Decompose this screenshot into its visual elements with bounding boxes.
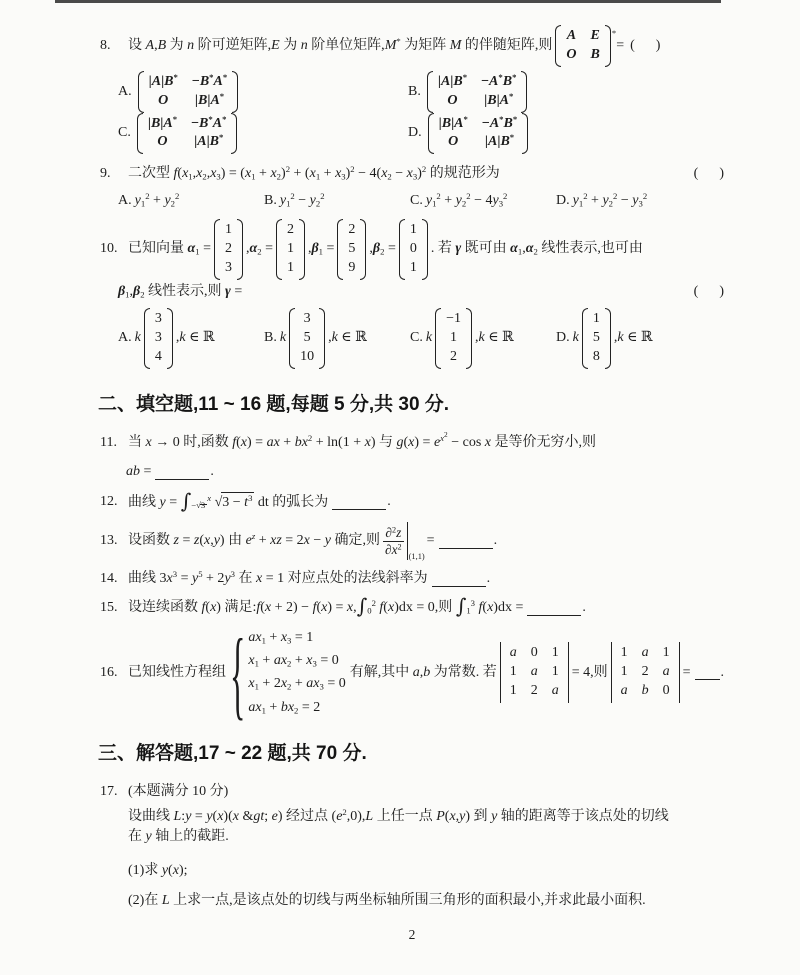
option-d-matrix: |B|A* −A*B* O |A|B* [428, 113, 529, 155]
option-a [118, 308, 264, 369]
question-17-body-line1: 设曲线 L:y = y(x)(x &gt; e) 经过点 $(e^2,0),L$ 上任一点 P(x,y) 到 y 轴的距离等于该点处的切线 [128, 806, 669, 824]
fraction-numerator: ∂$^2$z [385, 525, 402, 541]
question-10-lead: 已知向量 $\alpha_1$ = [128, 241, 211, 257]
option-c-label: C. [410, 192, 423, 208]
option-b-coeff: k [279, 330, 287, 346]
option-b [264, 191, 410, 211]
answer-blank [439, 534, 493, 549]
question-16-mid2: = 4,则 [571, 664, 608, 680]
answer-blank [432, 572, 486, 587]
question-11-answer-lhs: ab = [126, 464, 152, 480]
question-17-body-line2: 在 y 轴上的截距. [128, 828, 229, 844]
option-a-label: A. [118, 192, 132, 208]
option-a-text: ,k ∈ ℝ [175, 330, 215, 346]
question-14-stem: 曲线 $3x^3 = y^5 + 2y^3$ 在 x = 1 对应点处的法线斜率为 [128, 569, 428, 587]
option-a-text: $y_1^2 + y_2^2$ [134, 190, 180, 209]
question-10-line2: $\beta_1,\beta_2$ 线性表示,则 γ = [118, 283, 243, 300]
option-b-label: B. [408, 83, 421, 99]
option-b-matrix: |A|B* −A*B* O |B|A* [427, 71, 528, 113]
question-13-stem: 设函数 z = z(x,y) 由 $e^z$ + xz = 2x − y 确定,则 [128, 531, 381, 548]
option-b [264, 308, 410, 369]
question-10-number: 10. [100, 241, 118, 257]
section-3-heading: 三、解答题,17 ~ 22 题,共 70 分. [98, 742, 367, 764]
period: . [210, 464, 214, 480]
question-11-number: 11. [100, 435, 117, 451]
period: . [493, 532, 498, 548]
answer-parentheses: ( ) [630, 37, 661, 53]
question-15 [100, 594, 724, 619]
vector-alpha2: 2 1 1 [276, 219, 305, 280]
fill-in-section [100, 430, 724, 729]
question-11 [100, 430, 724, 483]
fraction-denominator: $\partial x^2$ [385, 541, 402, 557]
determinant-1: a 0 1 1 a 1 1 2 a [500, 642, 569, 703]
question-14 [100, 569, 724, 589]
option-b-text: ,k ∈ ℝ [328, 330, 367, 346]
answer-blank [155, 465, 209, 480]
answer-parentheses: ( ) [693, 166, 724, 182]
question-16 [100, 616, 724, 729]
question-10-text: $,\alpha_2$ = [246, 241, 273, 257]
option-c-label: C. [410, 330, 423, 346]
option-d-label: D. [556, 192, 570, 208]
option-d-text: $y_1^2 + y_2^2 - y_3^2$ [572, 190, 648, 209]
question-17-part-2: (2)在 L 上求一点,是该点处的切线与两坐标轴所围三角形的面积最小,并求此最小面积. [128, 892, 646, 908]
block-matrix-group [552, 25, 616, 67]
question-13-number: 13. [100, 532, 118, 548]
option-a-coeff: k [134, 330, 141, 346]
option-d [556, 308, 724, 369]
equation-1: $ax_1 + x_3 = 1$ [248, 629, 314, 646]
vector-beta1: 2 5 9 [337, 219, 366, 280]
option-b-label: B. [264, 330, 277, 346]
question-16-number: 16. [100, 664, 118, 680]
question-10-text: $,\beta_2$ = [369, 241, 396, 257]
equals-sign: = [426, 532, 435, 548]
partial-derivative-fraction [383, 525, 404, 557]
option-a [118, 71, 408, 113]
option-d-vector: 1 5 8 [582, 308, 611, 369]
question-14-number: 14. [100, 571, 118, 587]
answer-parentheses: ( ) [693, 283, 724, 299]
evaluation-point: (1,1) [408, 551, 425, 561]
option-c [410, 308, 556, 369]
question-10-tail: . 若 γ 既可由 $\alpha_1,\alpha_2$ 线性表示,也可由 [430, 241, 643, 257]
answer-blank [332, 495, 386, 510]
option-d-text: ,k ∈ ℝ [613, 330, 653, 346]
vector-alpha1: 1 2 3 [214, 219, 243, 280]
option-d [408, 113, 724, 155]
option-c-label: C. [118, 125, 131, 141]
option-c-matrix: |B|A* −B*A* O |A|B* [137, 113, 238, 155]
section-2-heading: 二、填空题,11 ~ 16 题,每题 5 分,共 30 分. [98, 393, 450, 415]
option-c-coeff: k [425, 330, 433, 346]
answer-blank [527, 601, 581, 616]
question-9-options [118, 191, 724, 211]
option-c-text: ,k ∈ ℝ [474, 330, 514, 346]
question-16-mid: 有解,其中 a,b 为常数. 若 [349, 664, 497, 680]
question-17-number: 17. [100, 784, 118, 800]
option-d-label: D. [556, 330, 570, 346]
answer-blank [695, 665, 720, 680]
question-13 [100, 522, 724, 560]
option-c [118, 113, 408, 155]
question-17-points: (本题满分 10 分) [128, 784, 229, 800]
question-8-options [118, 71, 724, 155]
question-8-number: 8. [100, 37, 111, 53]
question-9 [100, 164, 724, 211]
period: . [486, 571, 491, 587]
equation-system [230, 616, 346, 729]
option-d [556, 191, 724, 211]
option-b-text: $y_1^2 - y_2^2$ [279, 190, 325, 209]
option-a-matrix: |A|B* −B*A* O |B|A* [138, 71, 239, 113]
question-17 [100, 782, 724, 910]
equals-sign: = [616, 37, 625, 53]
question-9-stem: 二次型 $f(x_1,x_2,x_3) = (x_1 + x_2)^2 + (x_1 + x_3)^2 - 4(x_2 - x_3)^2$ 的规范形为 [128, 164, 500, 182]
question-8-stem: 设 A,B 为 n 阶可逆矩阵,E 为 n 阶单位矩阵,M* 为矩阵 M 的伴随矩阵,则 [128, 35, 553, 53]
system-brace: { [230, 616, 246, 729]
question-12-number: 12. [100, 494, 118, 510]
option-a-vector: 3 3 4 [144, 308, 173, 369]
vector-beta2: 1 0 1 [399, 219, 428, 280]
question-11-stem: 当 x → 0 时,函数 f(x) = ax + $bx^2 + \ln(1 + x)$ 与 $g(x) = e^{x^2} - \cos x$ 是等价无穷小,则 [128, 430, 596, 451]
period: . [582, 600, 586, 616]
period: . [387, 494, 391, 510]
adjugate-star: * [611, 28, 617, 38]
option-d-label: D. [408, 125, 422, 141]
question-10-options [118, 308, 724, 369]
question-12 [100, 488, 724, 513]
option-a [118, 191, 264, 211]
option-c-text: $y_1^2 + y_2^2 - 4y_3^2$ [425, 190, 508, 209]
block-matrix: A E O B [555, 25, 610, 67]
option-c [410, 191, 556, 211]
question-8 [100, 25, 724, 154]
option-a-label: A. [118, 83, 132, 99]
equation-3: $x_1 + 2x_2 + ax_3 = 0$ [248, 676, 346, 692]
question-10-text: $,\beta_1$ = [308, 241, 335, 257]
option-b-vector: 3 5 10 [289, 308, 325, 369]
equation-4: $ax_1 + bx_2 = 2$ [248, 699, 321, 715]
period: . [720, 664, 724, 680]
question-15-stem: 设连续函数 f(x) 满足:f(x + $2) - f(x) = x,\int_0^2$ f(x)dx = 0,则 $\int_1^3$ f(x)dx = [128, 594, 524, 619]
question-15-number: 15. [100, 600, 118, 616]
question-9-number: 9. [100, 166, 111, 182]
option-a-label: A. [118, 330, 132, 346]
option-b-label: B. [264, 192, 277, 208]
question-16-lead: 已知线性方程组 [128, 664, 226, 680]
equals-sign: = [682, 664, 691, 680]
evaluation-bar [407, 522, 425, 560]
page-number: 2 [408, 926, 416, 942]
determinant-2: 1 a 1 1 2 a a b 0 [611, 642, 680, 703]
question-12-stem: 曲线 $y = \int_{- √ 3}$ $^x$ √ $3 - t^3$ dt 的弧长为 [128, 488, 329, 513]
question-17-part-1: (1)求 y(x); [128, 863, 188, 879]
option-c-vector: −1 1 2 [435, 308, 472, 369]
equation-2: $x_1 + ax_2 + x_3 = 0$ [248, 652, 339, 669]
question-10 [100, 219, 724, 369]
option-b [408, 71, 724, 113]
option-d-coeff: k [572, 330, 579, 346]
